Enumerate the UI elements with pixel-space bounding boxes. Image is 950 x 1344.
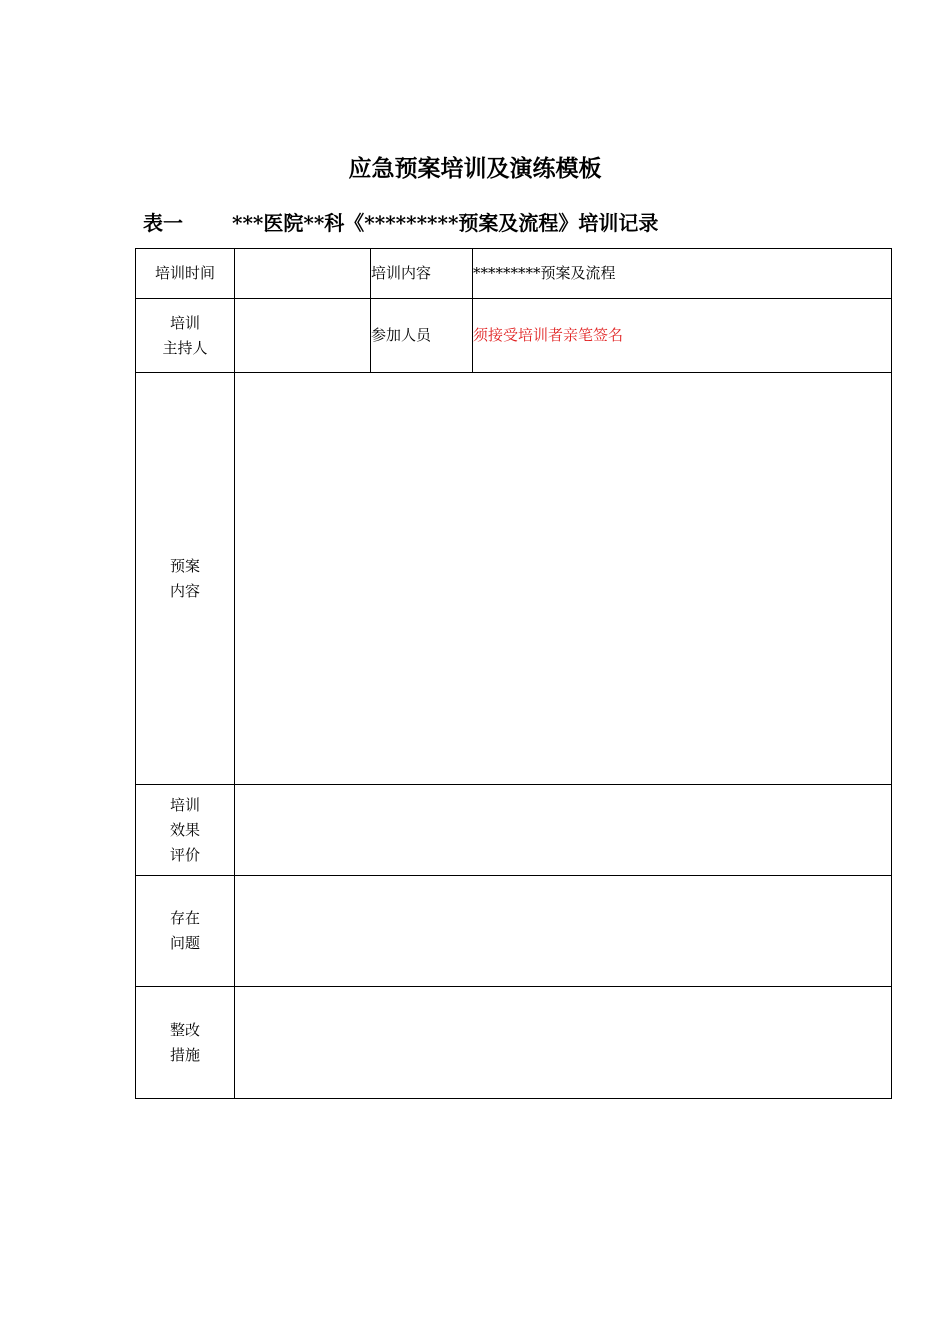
table-row xyxy=(136,299,892,373)
training-content-label: 培训内容 xyxy=(371,249,473,299)
plan-label-line1: 预案 xyxy=(169,556,200,575)
table-row xyxy=(136,876,892,987)
measures-field[interactable] xyxy=(235,987,892,1099)
evaluation-label-line2: 效果 xyxy=(169,820,200,839)
host-field[interactable] xyxy=(235,299,371,373)
training-content-field[interactable]: *********预案及流程 xyxy=(473,249,892,299)
plan-content-field[interactable] xyxy=(235,373,892,785)
evaluation-label-line3: 评价 xyxy=(169,845,200,864)
table-row xyxy=(136,785,892,876)
measures-label xyxy=(136,987,235,1099)
problems-label xyxy=(136,876,235,987)
problems-label-line1: 存在 xyxy=(169,909,200,927)
table-row xyxy=(136,373,892,785)
document-title: 应急预案培训及演练模板 xyxy=(348,155,602,182)
plan-label-line2: 内容 xyxy=(169,581,200,600)
training-record-table xyxy=(135,248,892,1099)
participants-field[interactable]: 须接受培训者亲笔签名 xyxy=(473,299,892,373)
table-row xyxy=(136,987,892,1099)
host-label-line2: 主持人 xyxy=(162,338,208,357)
training-time-label: 培训时间 xyxy=(136,249,235,299)
table-number-label: 表一 xyxy=(143,211,183,235)
problems-label-line2: 问题 xyxy=(169,934,200,952)
problems-field[interactable] xyxy=(235,876,892,987)
plan-content-label xyxy=(136,373,235,785)
training-time-field[interactable] xyxy=(235,249,371,299)
table-row xyxy=(136,249,892,299)
host-label-line1: 培训 xyxy=(169,313,200,332)
table-caption: ***医院**科《*********预案及流程》培训记录 xyxy=(232,211,659,235)
participants-label: 参加人员 xyxy=(371,299,473,373)
measures-label-line1: 整改 xyxy=(169,1020,200,1039)
evaluation-label-line1: 培训 xyxy=(169,795,200,814)
evaluation-label xyxy=(136,785,235,876)
evaluation-field[interactable] xyxy=(235,785,892,876)
host-label xyxy=(136,299,235,373)
measures-label-line2: 措施 xyxy=(169,1045,200,1064)
